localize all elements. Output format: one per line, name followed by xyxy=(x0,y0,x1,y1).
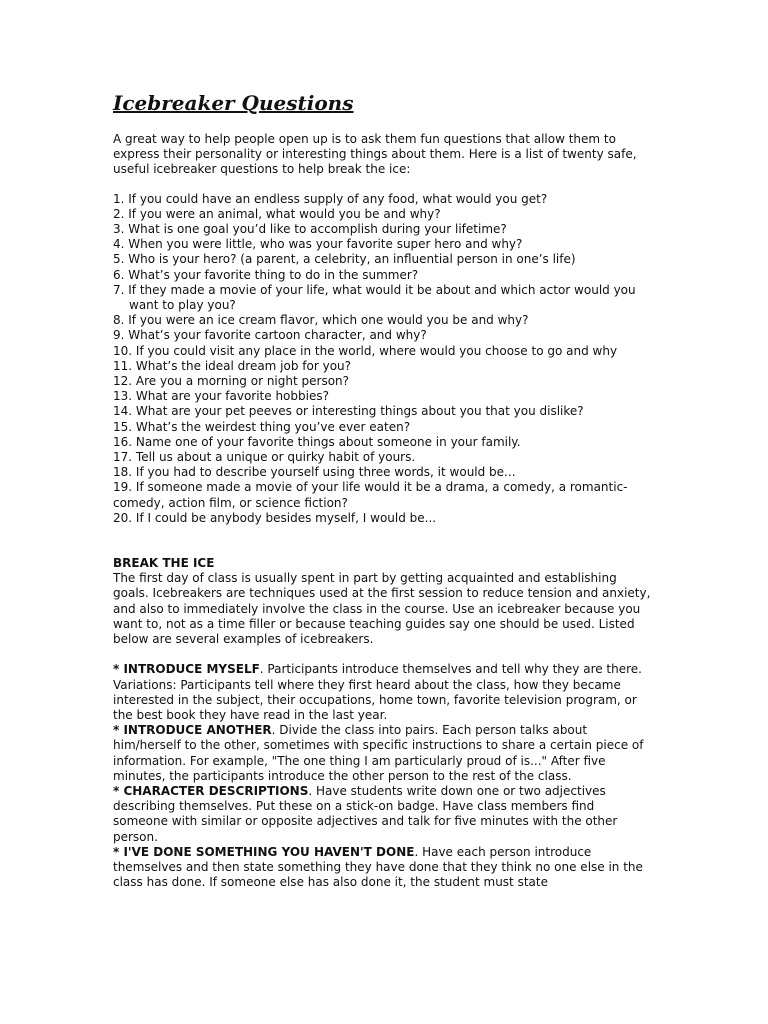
list-item: 7. If they made a movie of your life, what would it be about and which actor would you want to play you? xyxy=(113,282,636,313)
document-page xyxy=(113,88,653,890)
list-item: 15. What’s the weirdest thing you’ve ever eaten? xyxy=(113,419,411,434)
list-item: 5. Who is your hero? (a parent, a celebrity, an influential person in one’s life) xyxy=(113,252,576,267)
list-item: 4. When you were little, who was your favorite super hero and why? xyxy=(113,237,523,252)
question-list xyxy=(113,192,653,526)
list-item: 14. What are your pet peeves or interesting things about you that you dislike? xyxy=(113,404,584,419)
list-item: 11. What’s the ideal dream job for you? xyxy=(113,358,352,373)
list-item: 2. If you were an animal, what would you be and why? xyxy=(113,206,441,221)
list-item: 9. What’s your favorite cartoon character, and why? xyxy=(113,328,427,343)
list-item: 3. What is one goal you’d like to accomplish during your lifetime? xyxy=(113,222,507,237)
icebreaker-item-text: . Divide the class into pairs. Each person talks about him/herself to the other, sometimes with specific instructions to share a certain piece of information. For example, "The one thing I am particularly proud of is..." After five minutes, the participants introduce the other person to the rest of the class. xyxy=(113,723,644,783)
list-item: 10. If you could visit any place in the world, where would you choose to go and why xyxy=(113,343,618,358)
spacer xyxy=(113,647,653,662)
list-item: 20. If I could be anybody besides myself, I would be... xyxy=(113,510,437,525)
intro-paragraph: A great way to help people open up is to ask them fun questions that allow them to express their personality or interesting things about them. Here is a list of twenty safe, useful icebreaker questions to help break the ice: xyxy=(113,132,637,177)
list-item: 18. If you had to describe yourself using three words, it would be... xyxy=(113,465,516,480)
section-heading: BREAK THE ICE xyxy=(113,556,215,571)
list-item: 13. What are your favorite hobbies? xyxy=(113,389,329,404)
document-title: Icebreaker Questions xyxy=(113,91,354,115)
icebreaker-item-text: . Have each person introduce themselves and then state something they have done that they think no one else in the class has done. If someone else has also done it, the student must state xyxy=(113,844,643,890)
list-item: 6. What’s your favorite thing to do in the summer? xyxy=(113,267,419,282)
list-item: 16. Name one of your favorite things about someone in your family. xyxy=(113,434,521,449)
icebreaker-item xyxy=(113,845,653,891)
icebreaker-item-text: . Have students write down one or two adjectives describing themselves. Put these on a stick-on badge. Have class members find someone with similar or opposite adjectives and talk for five minutes with the other person. xyxy=(113,783,618,844)
icebreaker-item-heading: * INTRODUCE MYSELF xyxy=(113,662,260,677)
list-item: 17. Tell us about a unique or quirky habit of yours. xyxy=(113,450,416,465)
icebreaker-item-text: . Participants introduce themselves and tell why they are there. Variations: Participants tell where they first heard about the class, how they became interested in the subject, their occupations, home town, favorite television program, or the best book they have read in the last year. xyxy=(113,662,642,722)
icebreaker-item xyxy=(113,784,653,845)
icebreaker-item xyxy=(113,662,653,723)
list-item: 8. If you were an ice cream flavor, which one would you be and why? xyxy=(113,313,529,328)
icebreaker-item xyxy=(113,723,653,784)
list-item: 12. Are you a morning or night person? xyxy=(113,374,350,389)
section-intro: The first day of class is usually spent in part by getting acquainted and establishing goals. Icebreakers are techniques used at the first session to reduce tension and anxiety, and also to immediately involve the class in the course. Use an icebreaker because you want to, not as a time filler or because teaching guides say one should be used. Listed below are several examples of icebreakers. xyxy=(113,571,651,647)
icebreaker-item-heading: * CHARACTER DESCRIPTIONS xyxy=(113,783,309,798)
list-item: 19. If someone made a movie of your life would it be a drama, a comedy, a romantic-comedy, action film, or science fiction? xyxy=(113,480,628,510)
list-item: 1. If you could have an endless supply of any food, what would you get? xyxy=(113,191,548,206)
icebreaker-item-heading: * I'VE DONE SOMETHING YOU HAVEN'T DONE xyxy=(113,844,415,859)
icebreaker-item-heading: * INTRODUCE ANOTHER xyxy=(113,723,272,738)
